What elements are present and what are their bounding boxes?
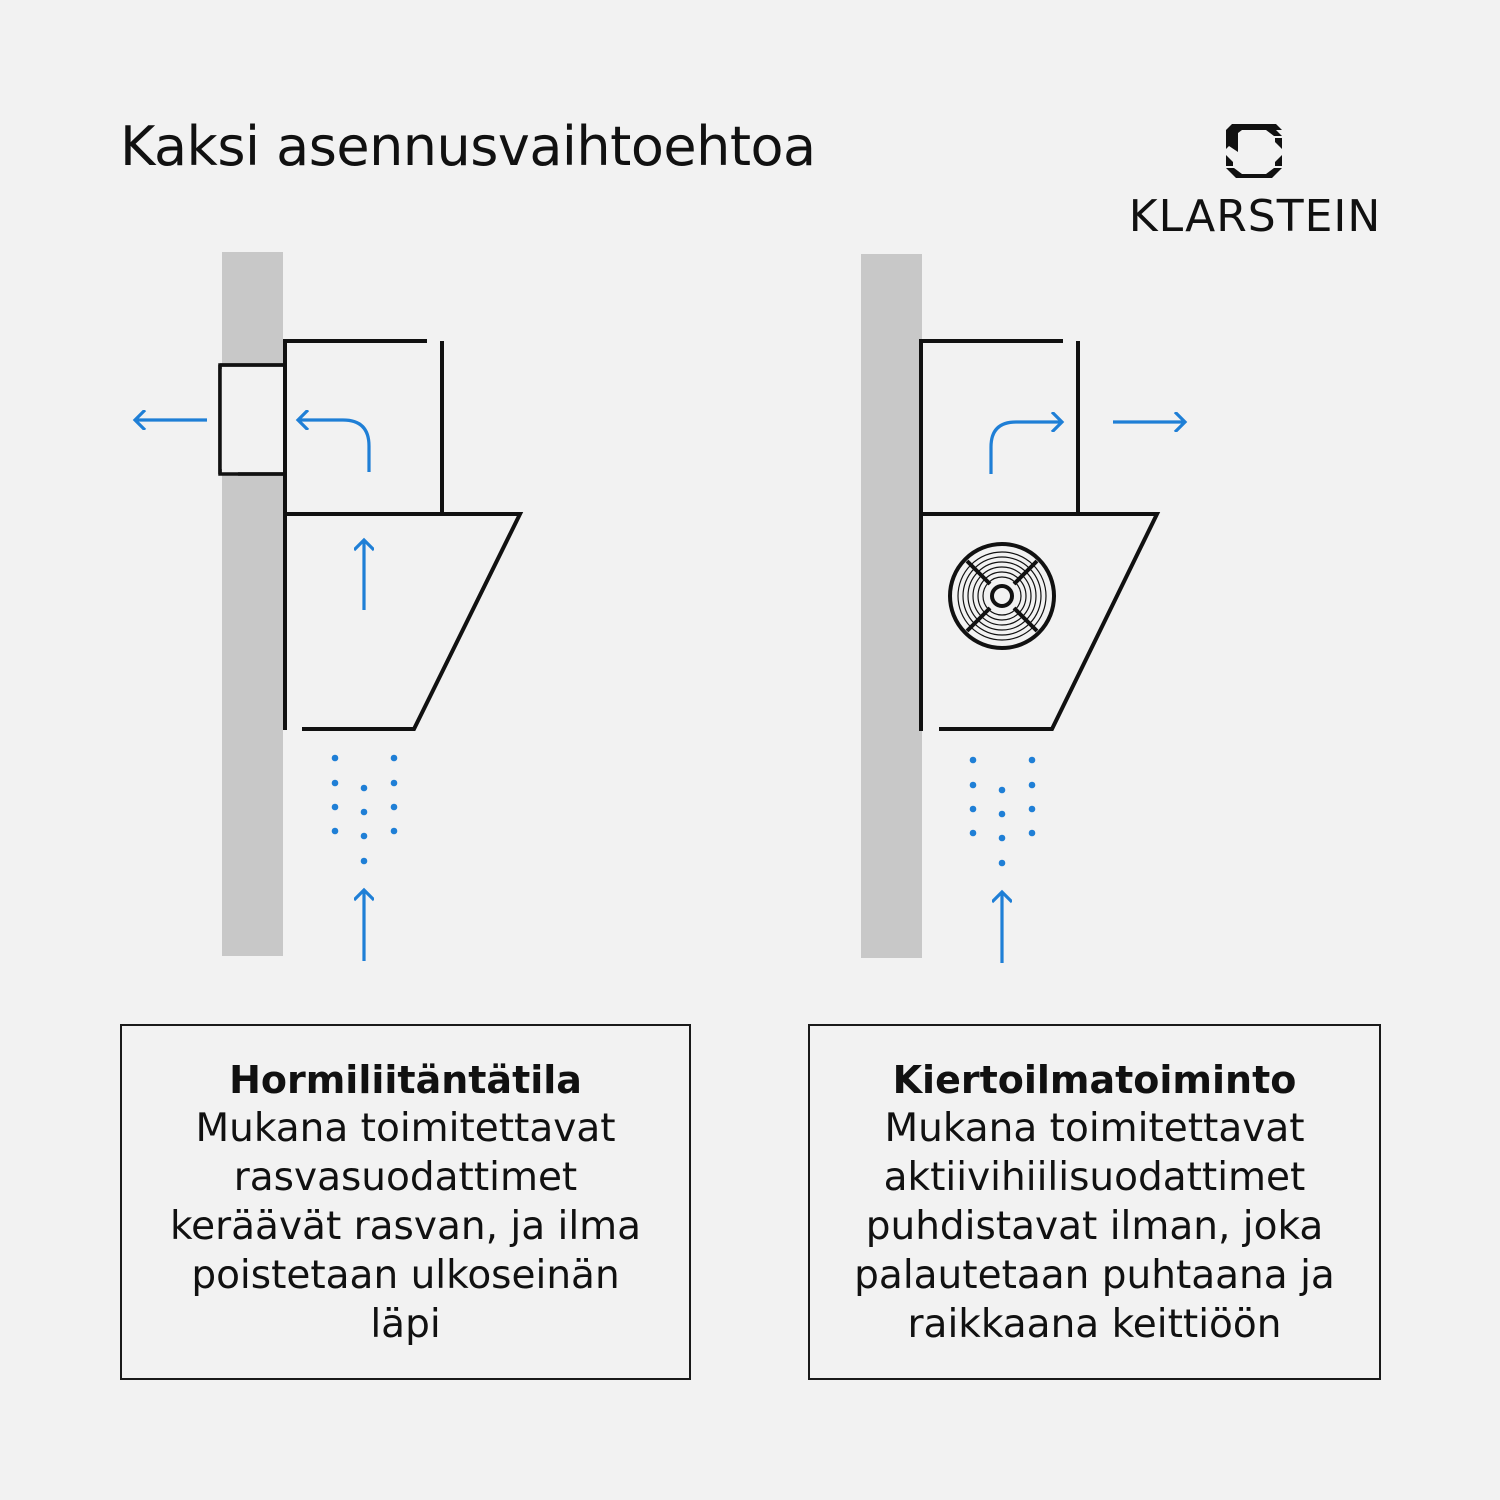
- description-line: puhdistavat ilman, joka: [865, 1204, 1324, 1249]
- duct-mode-diagram: [137, 252, 520, 961]
- curved-return-arrow: [991, 422, 1060, 474]
- recirculation-mode-diagram: [861, 254, 1183, 963]
- description-line: palautetaan puhtaana ja: [854, 1253, 1335, 1298]
- curved-exhaust-arrow: [300, 420, 369, 472]
- wall: [222, 252, 283, 956]
- description-line: Mukana toimitettavat: [884, 1106, 1305, 1151]
- steam-dots: [970, 757, 1036, 867]
- steam-dots: [332, 755, 398, 865]
- page-title: Kaksi asennusvaihtoehtoa: [120, 115, 816, 178]
- recirculation-mode-title: Kiertoilmatoiminto: [892, 1058, 1297, 1102]
- recirculation-mode-description: [808, 1024, 1381, 1380]
- description-line: raikkaana keittiöön: [907, 1302, 1282, 1347]
- brand-name: KLARSTEIN: [1128, 191, 1382, 242]
- fan-icon: [950, 544, 1054, 648]
- description-line: aktiivihiilisuodattimet: [883, 1155, 1306, 1200]
- description-line: poistetaan ulkoseinän: [191, 1253, 620, 1298]
- hood-body: [285, 514, 520, 730]
- description-line: läpi: [370, 1302, 441, 1347]
- description-line: keräävät rasvan, ja ilma: [169, 1204, 642, 1249]
- duct-mode-title: Hormiliitäntätila: [229, 1058, 582, 1102]
- duct-mode-description: [120, 1024, 691, 1380]
- wall: [861, 254, 922, 958]
- description-line: rasvasuodattimet: [233, 1155, 578, 1200]
- description-line: Mukana toimitettavat: [195, 1106, 616, 1151]
